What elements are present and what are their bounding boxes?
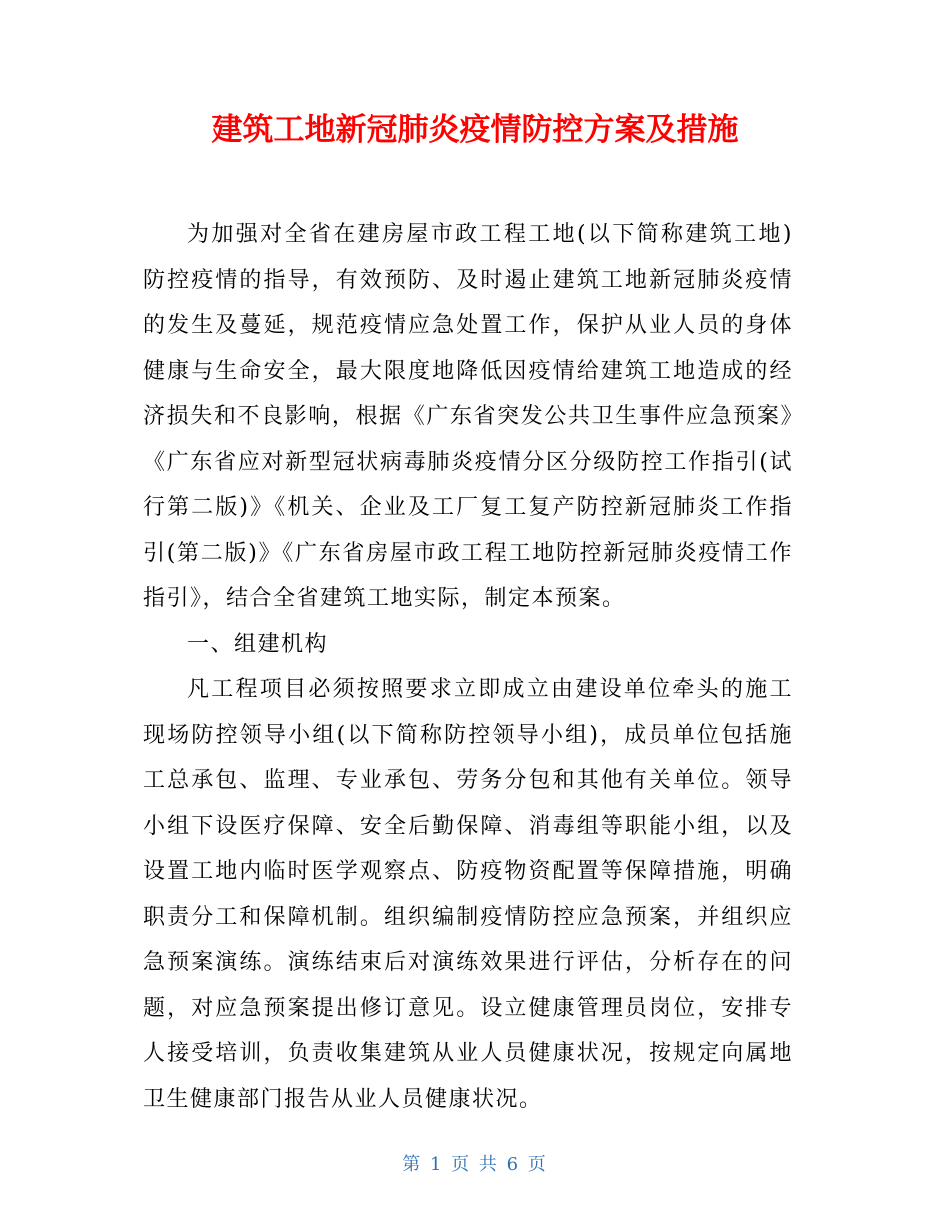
section-heading: 一、组建机构 [187, 631, 329, 657]
paragraph-intro: 为加强对全省在建房屋市政工程工地(以下简称建筑工地)防控疫情的指导，有效预防、及时遏止建筑工地新冠肺炎疫情的发生及蔓延，规范疫情应急处置工作，保护从业人员的身体健康与生命安全，最大限度地降低因疫情给建筑工地造成的经济损失和不良影响，根据《广东省突发公共卫生事件应急预案》《广东省应对新型冠状病毒肺炎疫情分区分级防控工作指引(试行第二版)》《机关、企业及工厂复工复产防控新冠肺炎工作指引(第二版)》《广东省房屋市政工程工地防控新冠肺炎疫情工作指引》，结合全省建筑工地实际，制定本预案。 [143, 222, 793, 611]
page-number-footer: 第 1 页 共 6 页 [402, 1154, 548, 1175]
document-body [143, 212, 793, 1122]
paragraph-organization: 凡工程项目必须按照要求立即成立由建设单位牵头的施工现场防控领导小组(以下简称防控领导小组)，成员单位包括施工总承包、监理、专业承包、劳务分包和其他有关单位。领导小组下设医疗保障、安全后勤保障、消毒组等职能小组，以及设置工地内临时医学观察点、防疫物资配置等保障措施，明确职责分工和保障机制。组织编制疫情防控应急预案，并组织应急预案演练。演练结束后对演练效果进行评估，分析存在的问题，对应急预案提出修订意见。设立健康管理员岗位，安排专人接受培训，负责收集建筑从业人员健康状况，按规定向属地卫生健康部门报告从业人员健康状况。 [143, 677, 793, 1112]
document-title: 建筑工地新冠肺炎疫情防控方案及措施 [211, 112, 739, 148]
